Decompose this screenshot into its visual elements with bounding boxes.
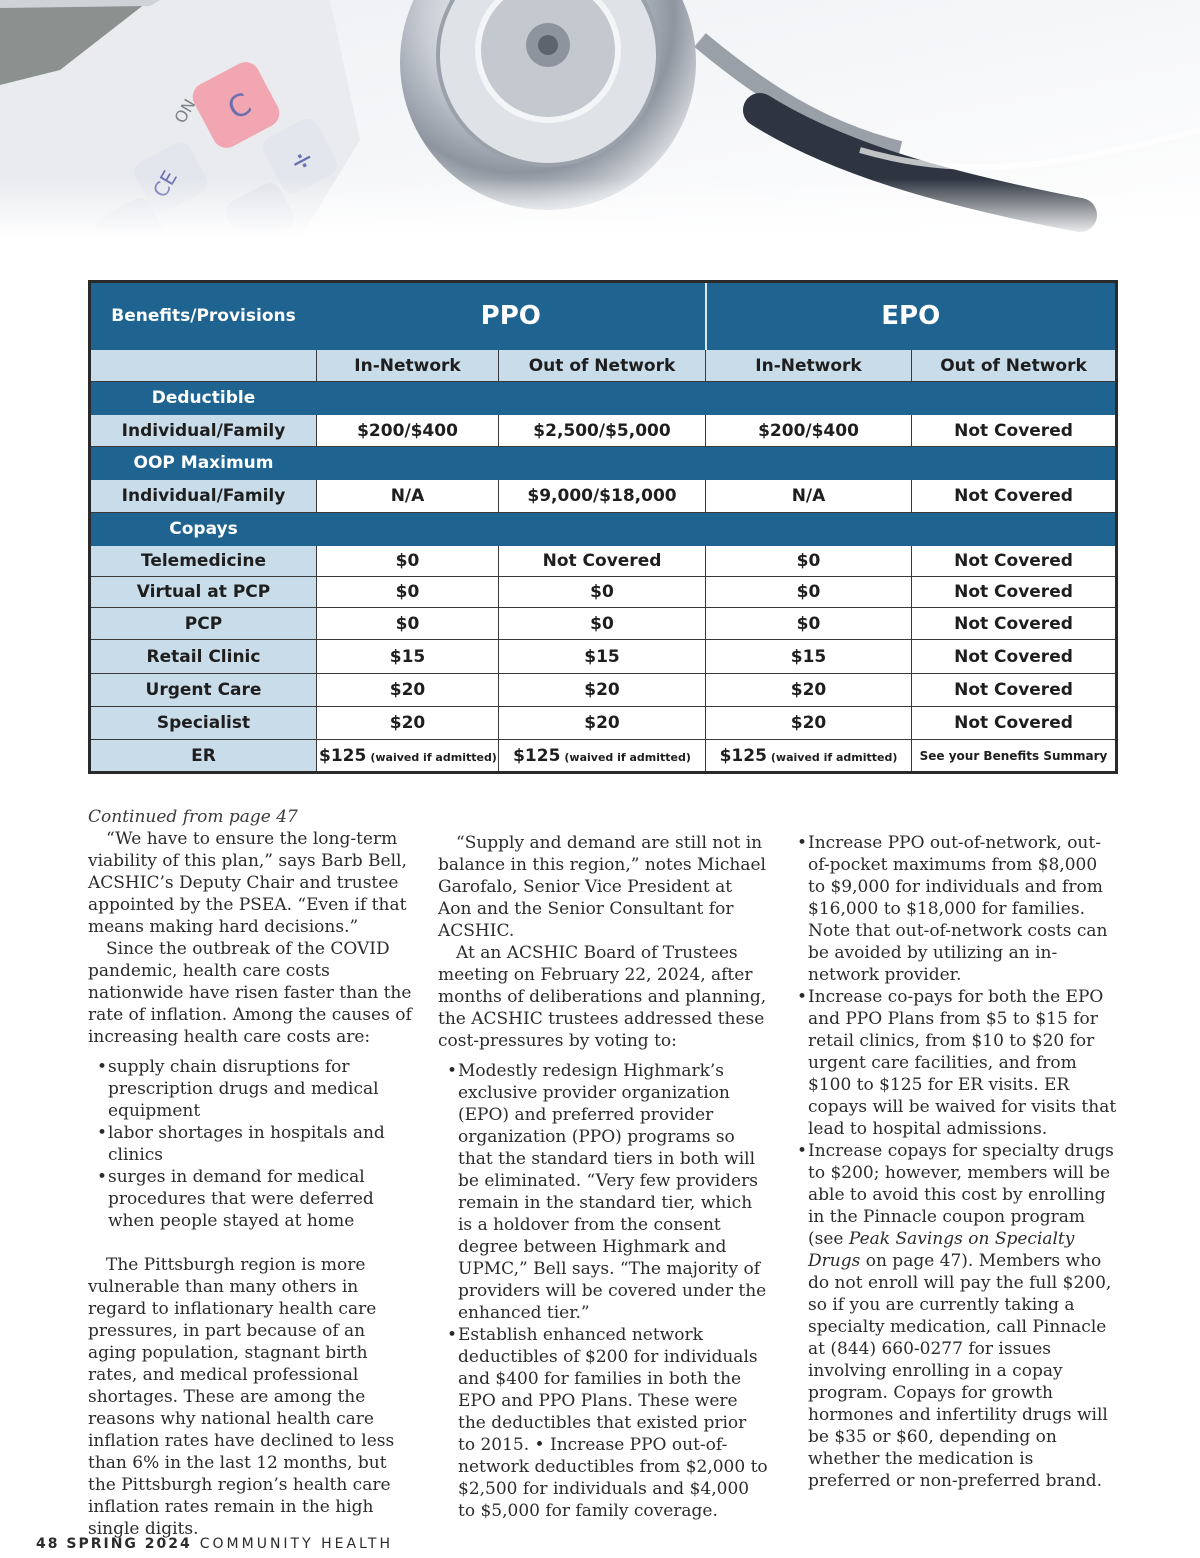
continued-note: Continued from page 47 bbox=[88, 807, 298, 827]
ppo-out-value: $20 bbox=[499, 707, 706, 740]
epo-in-value: $20 bbox=[706, 707, 912, 740]
ppo-in-network-header: In-Network bbox=[317, 350, 499, 382]
epo-header: EPO bbox=[706, 282, 1117, 350]
ppo-out-value: Not Covered bbox=[499, 546, 706, 577]
list-item: • labor shortages in hospitals and clinics bbox=[88, 1122, 418, 1166]
epo-out-value: Not Covered bbox=[912, 608, 1117, 640]
section-fill bbox=[317, 513, 1117, 546]
ppo-in-value: $20 bbox=[317, 674, 499, 707]
ppo-in-value: $20 bbox=[317, 707, 499, 740]
epo-out-er-value: See your Benefits Summary bbox=[912, 740, 1117, 773]
list-item: • Establish enhanced network deductibles of $200 for individuals and $400 for families in both the EPO and PPO Plans. These were the deductibles that existed prior to 2015. • Increase PPO out-of-network deductibles from $2,000 to $2,500 for individuals and $4,000 to $5,000 for family coverage. bbox=[438, 1324, 768, 1522]
row-label: Urgent Care bbox=[90, 674, 317, 707]
article-paragraph: At an ACSHIC Board of Trustees meeting on February 22, 2024, after months of deliberations and planning, the ACSHIC trustees addressed these cost-pressures by voting to: bbox=[438, 943, 767, 1051]
section-row-copays bbox=[90, 513, 1117, 546]
row-label: Individual/Family bbox=[90, 415, 317, 447]
page-issue-label: 48 SPRING 2024 bbox=[36, 1536, 192, 1552]
epo-in-value: $0 bbox=[706, 577, 912, 608]
epo-out-value: Not Covered bbox=[912, 546, 1117, 577]
article-paragraph: Since the outbreak of the COVID pandemic, health care costs nationwide have risen faster than the rate of inflation. Among the causes of increasing health care costs are: bbox=[88, 939, 412, 1047]
ppo-out-value: $9,000/$18,000 bbox=[499, 480, 706, 513]
er-note: (waived if admitted) bbox=[770, 750, 898, 764]
table-row bbox=[90, 674, 1117, 707]
epo-in-network-header: In-Network bbox=[706, 350, 912, 382]
section-row-oop-maximum bbox=[90, 447, 1117, 480]
er-amount: $125 bbox=[719, 745, 767, 766]
trustee-actions-list-continued bbox=[788, 832, 1118, 1492]
list-item: • supply chain disruptions for prescription drugs and medical equipment bbox=[88, 1056, 418, 1122]
page-footer bbox=[36, 1536, 393, 1552]
section-title-copays: Copays bbox=[90, 513, 317, 546]
ppo-out-value: $20 bbox=[499, 674, 706, 707]
ppo-in-value: N/A bbox=[317, 480, 499, 513]
ppo-out-value: $0 bbox=[499, 577, 706, 608]
ppo-in-er-value bbox=[317, 740, 499, 773]
table-row bbox=[90, 415, 1117, 447]
section-title-deductible: Deductible bbox=[90, 382, 317, 415]
table-row bbox=[90, 608, 1117, 640]
ppo-in-value: $0 bbox=[317, 608, 499, 640]
epo-in-value: $0 bbox=[706, 608, 912, 640]
ppo-in-value: $200/$400 bbox=[317, 415, 499, 447]
table-header-row bbox=[90, 282, 1117, 350]
header-photo bbox=[0, 0, 1200, 238]
ppo-header: PPO bbox=[317, 282, 706, 350]
article-column-1 bbox=[88, 806, 418, 1540]
ppo-out-of-network-header: Out of Network bbox=[499, 350, 706, 382]
table-row bbox=[90, 546, 1117, 577]
section-fill bbox=[317, 447, 1117, 480]
ppo-in-value: $0 bbox=[317, 546, 499, 577]
bullet-text: on page 47). Members who do not enroll will pay the full $200, so if you are currently taking a specialty medication, call Pinnacle at (844) 660-0277 for issues involving enrolling in a copay program. Copays for growth hormones and infertility drugs will be $35 or $60, depending on whether the medication is preferred or non-preferred brand. bbox=[808, 1251, 1112, 1491]
ppo-out-value: $2,500/$5,000 bbox=[499, 415, 706, 447]
cost-causes-list bbox=[88, 1056, 418, 1232]
row-label: Specialist bbox=[90, 707, 317, 740]
ppo-out-value: $15 bbox=[499, 640, 706, 674]
table-row-er bbox=[90, 740, 1117, 773]
benefits-comparison-table bbox=[88, 280, 1118, 774]
article-column-2 bbox=[438, 832, 768, 1522]
cross-reference: Peak Savings on Specialty Drugs bbox=[808, 1229, 1075, 1271]
trustee-actions-list bbox=[438, 1060, 768, 1522]
epo-in-value: N/A bbox=[706, 480, 912, 513]
magazine-name: COMMUNITY HEALTH bbox=[199, 1536, 394, 1552]
er-amount: $125 bbox=[319, 745, 367, 766]
row-label: Retail Clinic bbox=[90, 640, 317, 674]
epo-in-value: $200/$400 bbox=[706, 415, 912, 447]
table-row bbox=[90, 480, 1117, 513]
row-label: Individual/Family bbox=[90, 480, 317, 513]
epo-out-value: Not Covered bbox=[912, 480, 1117, 513]
ppo-in-value: $15 bbox=[317, 640, 499, 674]
section-title-oop-maximum: OOP Maximum bbox=[90, 447, 317, 480]
list-item: • Increase co-pays for both the EPO and PPO Plans from $5 to $15 for retail clinics, from $10 to $20 for urgent care facilities, and from $100 to $125 for ER visits. ER copays will be waived for visits that lead to hospital admissions. bbox=[788, 986, 1118, 1140]
ppo-out-er-value bbox=[499, 740, 706, 773]
table-row bbox=[90, 640, 1117, 674]
epo-out-of-network-header: Out of Network bbox=[912, 350, 1117, 382]
epo-in-er-value bbox=[706, 740, 912, 773]
table-row bbox=[90, 577, 1117, 608]
epo-out-value: Not Covered bbox=[912, 415, 1117, 447]
epo-in-value: $20 bbox=[706, 674, 912, 707]
article-paragraph: “Supply and demand are still not in balance in this region,” notes Michael Garofalo, Senior Vice President at Aon and the Senior Consultant for ACSHIC. bbox=[438, 833, 766, 941]
list-item: • surges in demand for medical procedures that were deferred when people stayed at home bbox=[88, 1166, 418, 1232]
epo-out-value: Not Covered bbox=[912, 577, 1117, 608]
epo-out-value: Not Covered bbox=[912, 674, 1117, 707]
article-paragraph: The Pittsburgh region is more vulnerable than many others in regard to inflationary health care pressures, in part because of an aging population, stagnant birth rates, and medical professional shortages. These are among the reasons why national health care inflation rates have declined to less than 6% in the last 12 months, but the Pittsburgh region’s health care inflation rates remain in the high single digits. bbox=[88, 1255, 395, 1539]
network-subheader-row bbox=[90, 350, 1117, 382]
table-row bbox=[90, 707, 1117, 740]
er-note: (waived if admitted) bbox=[370, 750, 497, 764]
epo-in-value: $0 bbox=[706, 546, 912, 577]
section-fill bbox=[317, 382, 1117, 415]
er-amount: $125 bbox=[513, 745, 561, 766]
row-label: PCP bbox=[90, 608, 317, 640]
er-note: (waived if admitted) bbox=[564, 750, 691, 764]
spacer bbox=[88, 1232, 418, 1254]
ppo-in-value: $0 bbox=[317, 577, 499, 608]
row-label: Virtual at PCP bbox=[90, 577, 317, 608]
epo-out-value: Not Covered bbox=[912, 707, 1117, 740]
bullet-text: Increase copays for specialty drugs to $200; however, members will be able to avoid this cost by enrolling in the Pinnacle coupon program (see bbox=[808, 1141, 1114, 1249]
ppo-out-value: $0 bbox=[499, 608, 706, 640]
subheader-blank bbox=[90, 350, 317, 382]
stethoscope-calculator-illustration bbox=[0, 0, 1200, 238]
benefits-provisions-header: Benefits/Provisions bbox=[90, 282, 317, 350]
list-item bbox=[788, 1140, 1118, 1492]
row-label: Telemedicine bbox=[90, 546, 317, 577]
list-item: • Modestly redesign Highmark’s exclusive provider organization (EPO) and preferred provider organization (PPO) programs so that the standard tiers in both will be eliminated. “Very few providers remain in the standard tier, which is a holdover from the consent degree between Highmark and UPMC,” Bell says. “The majority of providers will be covered under the enhanced tier.” bbox=[438, 1060, 768, 1324]
row-label-er: ER bbox=[90, 740, 317, 773]
section-row-deductible bbox=[90, 382, 1117, 415]
epo-in-value: $15 bbox=[706, 640, 912, 674]
epo-out-value: Not Covered bbox=[912, 640, 1117, 674]
list-item: • Increase PPO out-of-network, out-of-pocket maximums from $8,000 to $9,000 for individuals and from $16,000 to $18,000 for families. Note that out-of-network costs can be avoided by utilizing an in-network provider. bbox=[788, 832, 1118, 986]
article-column-3 bbox=[788, 832, 1118, 1492]
article-paragraph: “We have to ensure the long-term viability of this plan,” says Barb Bell, ACSHIC’s Deputy Chair and trustee appointed by the PSEA. “Even if that means making hard decisions.” bbox=[88, 829, 407, 937]
